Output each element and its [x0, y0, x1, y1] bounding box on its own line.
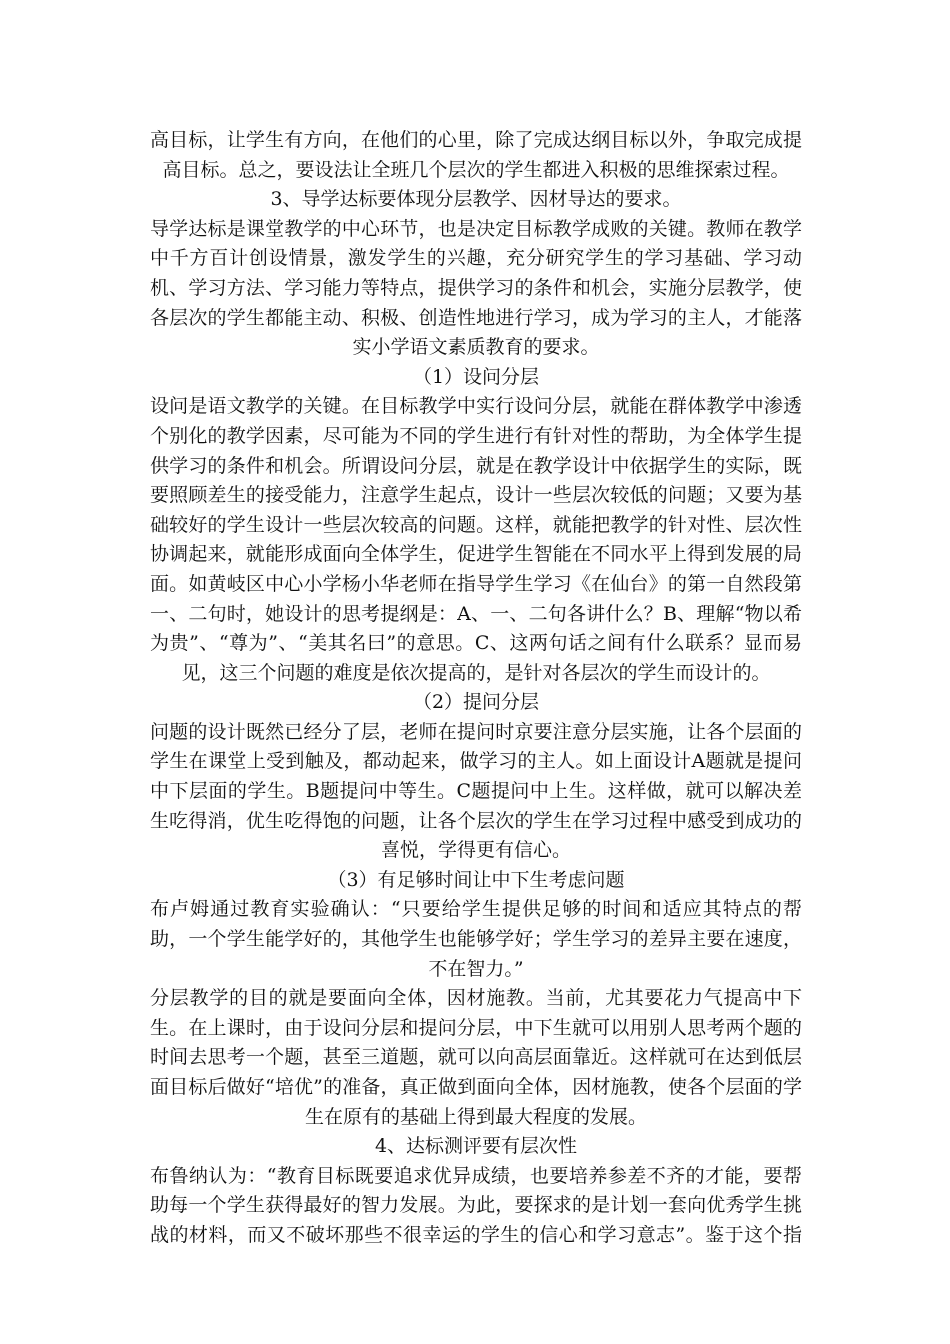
paragraph-section-4: 布鲁纳认为：“教育目标既要追求优异成绩，也要培养参差不齐的才能，要帮助每一个学生获得最好的智力发展。为此，要探求的是计划一套向优秀学生挑战的材料，而又不破坏那些不很幸运的学生的信心和学习意志”。鉴于这个指: [150, 1164, 802, 1246]
heading-subsection-2: （2）提问分层: [412, 691, 540, 714]
paragraph-section-3: 导学达标是课堂教学的中心环节，也是决定目标教学成败的关键。教师在教学中千方百计创设情景，激发学生的兴趣，充分研究学生的学习基础、学习动机、学习方法、学习能力等特点，提供学习的条件和机会，实施分层教学，使各层次的学生都能主动、积极、创造性地进行学习，成为学习的主人，才能落实小学语文素质教育的要求。: [150, 217, 802, 359]
paragraph-bloom-quote: 布卢姆通过教育实验确认：“只要给学生提供足够的时间和适应其特点的帮助，一个学生能学好的，其他学生也能够学好；学生学习的差异主要在速度，不在智力。”: [150, 898, 802, 980]
paragraph-subsection-2: 问题的设计既然已经分了层，老师在提问时京要注意分层实施，让各个层面的学生在课堂上受到触及，都动起来，做学习的主人。如上面设计A题就是提问中下层面的学生。B题提问中等生。C题提问中上生。这样做，就可以解决差生吃得消，优生吃得饱的问题，让各个层次的学生在学习过程中感受到成功的喜悦，学得更有信心。: [150, 720, 802, 862]
document-page: [150, 126, 802, 1251]
heading-section-3: 3、导学达标要体现分层教学、因材导达的要求。: [270, 188, 682, 211]
heading-subsection-1: （1）设问分层: [412, 365, 540, 388]
paragraph-subsection-1: 设问是语文教学的关键。在目标教学中实行设问分层，就能在群体教学中渗透个别化的教学因素，尽可能为不同的学生进行有针对性的帮助，为全体学生提供学习的条件和机会。所谓设问分层，就是在教学设计中依据学生的实际，既要照顾差生的接受能力，注意学生起点，设计一些层次较低的问题；又要为基础较好的学生设计一些层次较高的问题。这样，就能把教学的针对性、层次性协调起来，就能形成面向全体学生，促进学生智能在不同水平上得到发展的局面。如黄岐区中心小学杨小华老师在指导学生学习《在仙台》的第一自然段第一、二句时，她设计的思考提纲是：A、一、二句各讲什么？B、理解“物以希为贵”、“尊为”、“美其名曰”的意思。C、这两句话之间有什么联系？显而易见，这三个问题的难度是依次提高的，是针对各层次的学生而设计的。: [150, 395, 802, 684]
heading-subsection-3: （3）有足够时间让中下生考虑问题: [327, 868, 625, 891]
heading-section-4: 4、达标测评要有层次性: [374, 1135, 578, 1158]
paragraph-subsection-3: 分层教学的目的就是要面向全体，因材施教。当前，尤其要花力气提高中下生。在上课时，由于设问分层和提问分层，中下生就可以用别人思考两个题的时间去思考一个题，甚至三道题，就可以向高层面靠近。这样就可在达到低层面目标后做好“培优”的准备，真正做到面向全体，因材施教，使各个层面的学生在原有的基础上得到最大程度的发展。: [150, 987, 802, 1128]
paragraph-intro: 高目标，让学生有方向，在他们的心里，除了完成达纲目标以外，争取完成提高目标。总之，要设法让全班几个层次的学生都进入积极的思维探索过程。: [150, 129, 802, 181]
